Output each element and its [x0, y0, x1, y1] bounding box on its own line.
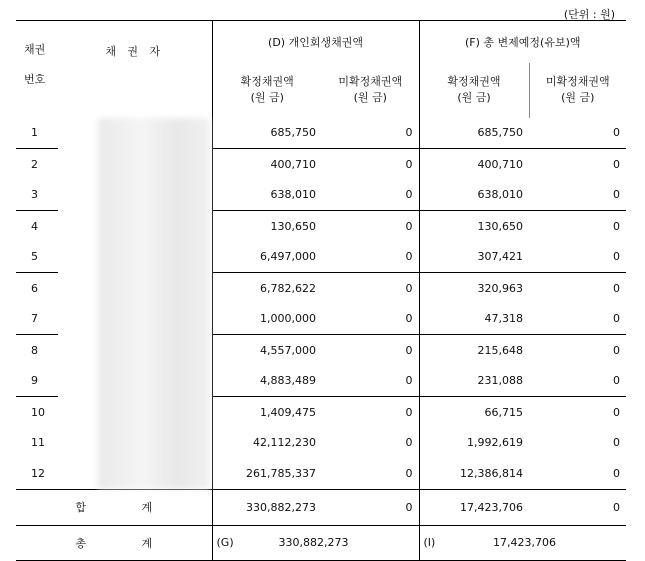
sum-d-unconfirmed: 0 — [405, 500, 413, 514]
sum-row — [16, 489, 626, 525]
f-confirmed: 12,386,814 — [419, 458, 529, 489]
total-g — [212, 525, 419, 560]
d-unconfirmed: 0 — [405, 126, 413, 140]
header-row — [16, 21, 626, 63]
header-d-unconfirmed-unit: (원 금) — [353, 91, 387, 104]
f-confirmed: 231,088 — [419, 366, 529, 397]
header-f-unconfirmed-label: 미확정채권액 — [545, 75, 610, 88]
header-creditor-no — [16, 21, 58, 118]
row-no: 2 — [31, 157, 38, 171]
total-label: 총 계 — [75, 536, 179, 550]
d-unconfirmed: 0 — [405, 281, 413, 295]
f-unconfirmed: 0 — [613, 436, 620, 450]
f-confirmed: 400,710 — [419, 149, 529, 180]
header-group-f: (F) 총 변제예정(유보)액 — [419, 21, 626, 63]
d-confirmed: 130,650 — [212, 211, 322, 242]
d-confirmed: 42,112,230 — [212, 428, 322, 459]
total-i-value: 17,423,706 — [493, 536, 556, 549]
row-no: 1 — [31, 126, 38, 140]
header-d-confirmed-label: 확정채권액 — [240, 75, 294, 88]
total-i — [419, 525, 626, 560]
d-unconfirmed: 0 — [405, 374, 413, 388]
header-d-unconfirmed-label: 미확정채권액 — [338, 75, 403, 88]
d-confirmed: 400,710 — [212, 149, 322, 180]
f-unconfirmed: 0 — [613, 374, 620, 388]
f-confirmed: 215,648 — [419, 335, 529, 366]
table-row — [16, 118, 626, 149]
header-group-d: (D) 개인회생채권액 — [212, 21, 419, 63]
f-unconfirmed: 0 — [613, 188, 620, 202]
f-confirmed: 1,992,619 — [419, 428, 529, 459]
row-no: 4 — [31, 219, 38, 233]
row-no: 6 — [31, 281, 38, 295]
sum-label: 합 계 — [75, 501, 179, 514]
row-no: 12 — [31, 466, 45, 480]
d-confirmed: 685,750 — [212, 118, 322, 149]
row-no: 7 — [31, 312, 38, 326]
d-unconfirmed: 0 — [405, 188, 413, 202]
creditor-names-redacted — [58, 118, 212, 490]
d-confirmed: 6,497,000 — [212, 242, 322, 273]
f-confirmed: 47,318 — [419, 304, 529, 335]
header-f-confirmed-unit: (원 금) — [457, 91, 491, 104]
unit-label: (단위 : 원) — [563, 8, 615, 21]
row-no: 10 — [31, 405, 45, 419]
total-g-value: 330,882,273 — [278, 536, 349, 549]
header-f-confirmed-label: 확정채권액 — [447, 75, 501, 88]
d-confirmed: 6,782,622 — [212, 273, 322, 304]
f-unconfirmed: 0 — [613, 405, 620, 419]
f-unconfirmed: 0 — [613, 343, 620, 357]
header-no-line2: 번호 — [24, 73, 46, 86]
d-unconfirmed: 0 — [405, 219, 413, 233]
d-confirmed: 4,557,000 — [212, 335, 322, 366]
row-no: 5 — [31, 250, 38, 264]
d-confirmed: 261,785,337 — [212, 458, 322, 489]
header-no-line1: 채권 — [24, 43, 46, 56]
d-unconfirmed: 0 — [405, 436, 413, 450]
d-unconfirmed: 0 — [405, 466, 413, 480]
d-confirmed: 638,010 — [212, 180, 322, 211]
f-confirmed: 638,010 — [419, 180, 529, 211]
f-confirmed: 685,750 — [419, 118, 529, 149]
d-unconfirmed: 0 — [405, 312, 413, 326]
row-no: 8 — [31, 343, 38, 357]
f-unconfirmed: 0 — [613, 250, 620, 264]
sum-f-confirmed: 17,423,706 — [419, 489, 529, 525]
header-d-unconfirmed — [322, 63, 419, 118]
header-f-unconfirmed-unit: (원 금) — [561, 91, 595, 104]
d-unconfirmed: 0 — [405, 405, 413, 419]
f-confirmed: 307,421 — [419, 242, 529, 273]
f-unconfirmed: 0 — [613, 281, 620, 295]
total-row — [16, 525, 626, 560]
header-f-unconfirmed — [529, 63, 626, 118]
d-unconfirmed: 0 — [405, 250, 413, 264]
f-unconfirmed: 0 — [613, 126, 620, 140]
row-no: 3 — [31, 188, 38, 202]
d-confirmed: 1,409,475 — [212, 397, 322, 428]
d-confirmed: 4,883,489 — [212, 366, 322, 397]
header-f-confirmed — [419, 63, 529, 118]
f-confirmed: 320,963 — [419, 273, 529, 304]
sum-f-unconfirmed: 0 — [613, 500, 620, 514]
f-unconfirmed: 0 — [613, 219, 620, 233]
header-creditor: 채 권 자 — [58, 21, 212, 118]
total-g-label: (G) — [216, 536, 234, 549]
d-confirmed: 1,000,000 — [212, 304, 322, 335]
sum-d-confirmed: 330,882,273 — [212, 489, 322, 525]
f-unconfirmed: 0 — [613, 466, 620, 480]
creditor-table — [16, 20, 626, 561]
row-no: 11 — [31, 436, 45, 450]
header-d-confirmed — [212, 63, 322, 118]
f-confirmed: 130,650 — [419, 211, 529, 242]
f-unconfirmed: 0 — [613, 157, 620, 171]
redaction-blur — [98, 118, 210, 489]
d-unconfirmed: 0 — [405, 157, 413, 171]
f-confirmed: 66,715 — [419, 397, 529, 428]
f-unconfirmed: 0 — [613, 312, 620, 326]
d-unconfirmed: 0 — [405, 343, 413, 357]
row-no: 9 — [31, 374, 38, 388]
total-i-label: (I) — [423, 536, 436, 549]
header-d-confirmed-unit: (원 금) — [250, 91, 284, 104]
